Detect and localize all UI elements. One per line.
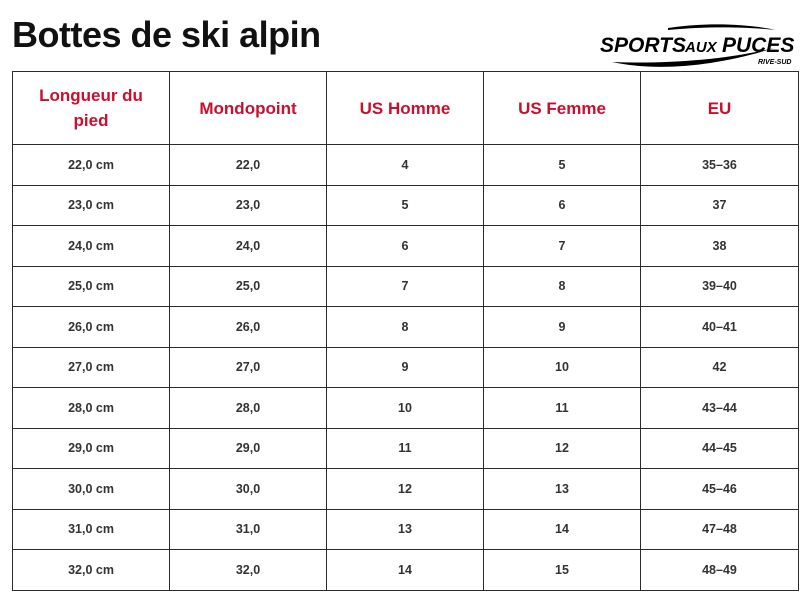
cell-mondopoint: 28,0 xyxy=(170,388,327,429)
cell-us-women: 15 xyxy=(484,550,641,591)
table-row xyxy=(13,550,799,591)
cell-mondopoint: 23,0 xyxy=(170,185,327,226)
table-body xyxy=(13,145,799,591)
cell-eu: 37 xyxy=(641,185,799,226)
cell-foot-length: 32,0 cm xyxy=(13,550,170,591)
header-foot-length: Longueur du pied xyxy=(13,72,170,145)
table-row xyxy=(13,388,799,429)
cell-us-women: 11 xyxy=(484,388,641,429)
table-row xyxy=(13,469,799,510)
cell-us-women: 10 xyxy=(484,347,641,388)
cell-eu: 42 xyxy=(641,347,799,388)
logo-brand-mid: AUX xyxy=(685,39,717,56)
header-us-men: US Homme xyxy=(327,72,484,145)
logo-tagline: RIVE-SUD xyxy=(758,59,792,66)
table-row xyxy=(13,347,799,388)
cell-foot-length: 23,0 cm xyxy=(13,185,170,226)
cell-foot-length: 26,0 cm xyxy=(13,307,170,348)
cell-eu: 38 xyxy=(641,226,799,267)
cell-foot-length: 28,0 cm xyxy=(13,388,170,429)
cell-us-men: 10 xyxy=(327,388,484,429)
cell-eu: 35–36 xyxy=(641,145,799,186)
cell-mondopoint: 29,0 xyxy=(170,428,327,469)
sportsauxpuces-logo xyxy=(598,22,798,68)
cell-eu: 39–40 xyxy=(641,266,799,307)
cell-us-men: 8 xyxy=(327,307,484,348)
size-chart-table xyxy=(12,71,799,591)
cell-eu: 40–41 xyxy=(641,307,799,348)
cell-foot-length: 30,0 cm xyxy=(13,469,170,510)
table-header-row xyxy=(13,72,799,145)
table-row xyxy=(13,226,799,267)
cell-us-women: 9 xyxy=(484,307,641,348)
logo-brand-right: PUCES xyxy=(722,34,795,57)
cell-mondopoint: 24,0 xyxy=(170,226,327,267)
cell-foot-length: 31,0 cm xyxy=(13,509,170,550)
cell-us-men: 9 xyxy=(327,347,484,388)
cell-us-men: 7 xyxy=(327,266,484,307)
table-row xyxy=(13,185,799,226)
cell-us-men: 14 xyxy=(327,550,484,591)
cell-foot-length: 29,0 cm xyxy=(13,428,170,469)
header-us-women: US Femme xyxy=(484,72,641,145)
cell-mondopoint: 32,0 xyxy=(170,550,327,591)
table-row xyxy=(13,145,799,186)
cell-eu: 44–45 xyxy=(641,428,799,469)
table-row xyxy=(13,509,799,550)
cell-foot-length: 25,0 cm xyxy=(13,266,170,307)
cell-us-men: 11 xyxy=(327,428,484,469)
table-row xyxy=(13,266,799,307)
cell-foot-length: 27,0 cm xyxy=(13,347,170,388)
table-row xyxy=(13,307,799,348)
cell-us-women: 8 xyxy=(484,266,641,307)
cell-mondopoint: 31,0 xyxy=(170,509,327,550)
cell-us-men: 12 xyxy=(327,469,484,510)
logo-brand-left: SPORTS xyxy=(600,34,686,57)
cell-foot-length: 24,0 cm xyxy=(13,226,170,267)
cell-eu: 47–48 xyxy=(641,509,799,550)
header-mondopoint: Mondopoint xyxy=(170,72,327,145)
cell-us-women: 14 xyxy=(484,509,641,550)
header-eu: EU xyxy=(641,72,799,145)
cell-us-women: 13 xyxy=(484,469,641,510)
cell-us-men: 5 xyxy=(327,185,484,226)
cell-us-women: 12 xyxy=(484,428,641,469)
cell-eu: 43–44 xyxy=(641,388,799,429)
cell-eu: 48–49 xyxy=(641,550,799,591)
cell-us-men: 13 xyxy=(327,509,484,550)
cell-us-women: 7 xyxy=(484,226,641,267)
logo-swoosh-top xyxy=(668,24,776,30)
cell-mondopoint: 22,0 xyxy=(170,145,327,186)
cell-us-women: 6 xyxy=(484,185,641,226)
page-title: Bottes de ski alpin xyxy=(12,14,321,55)
cell-mondopoint: 25,0 xyxy=(170,266,327,307)
table-row xyxy=(13,428,799,469)
cell-us-men: 6 xyxy=(327,226,484,267)
cell-foot-length: 22,0 cm xyxy=(13,145,170,186)
cell-mondopoint: 30,0 xyxy=(170,469,327,510)
cell-us-men: 4 xyxy=(327,145,484,186)
cell-mondopoint: 26,0 xyxy=(170,307,327,348)
cell-us-women: 5 xyxy=(484,145,641,186)
cell-mondopoint: 27,0 xyxy=(170,347,327,388)
cell-eu: 45–46 xyxy=(641,469,799,510)
